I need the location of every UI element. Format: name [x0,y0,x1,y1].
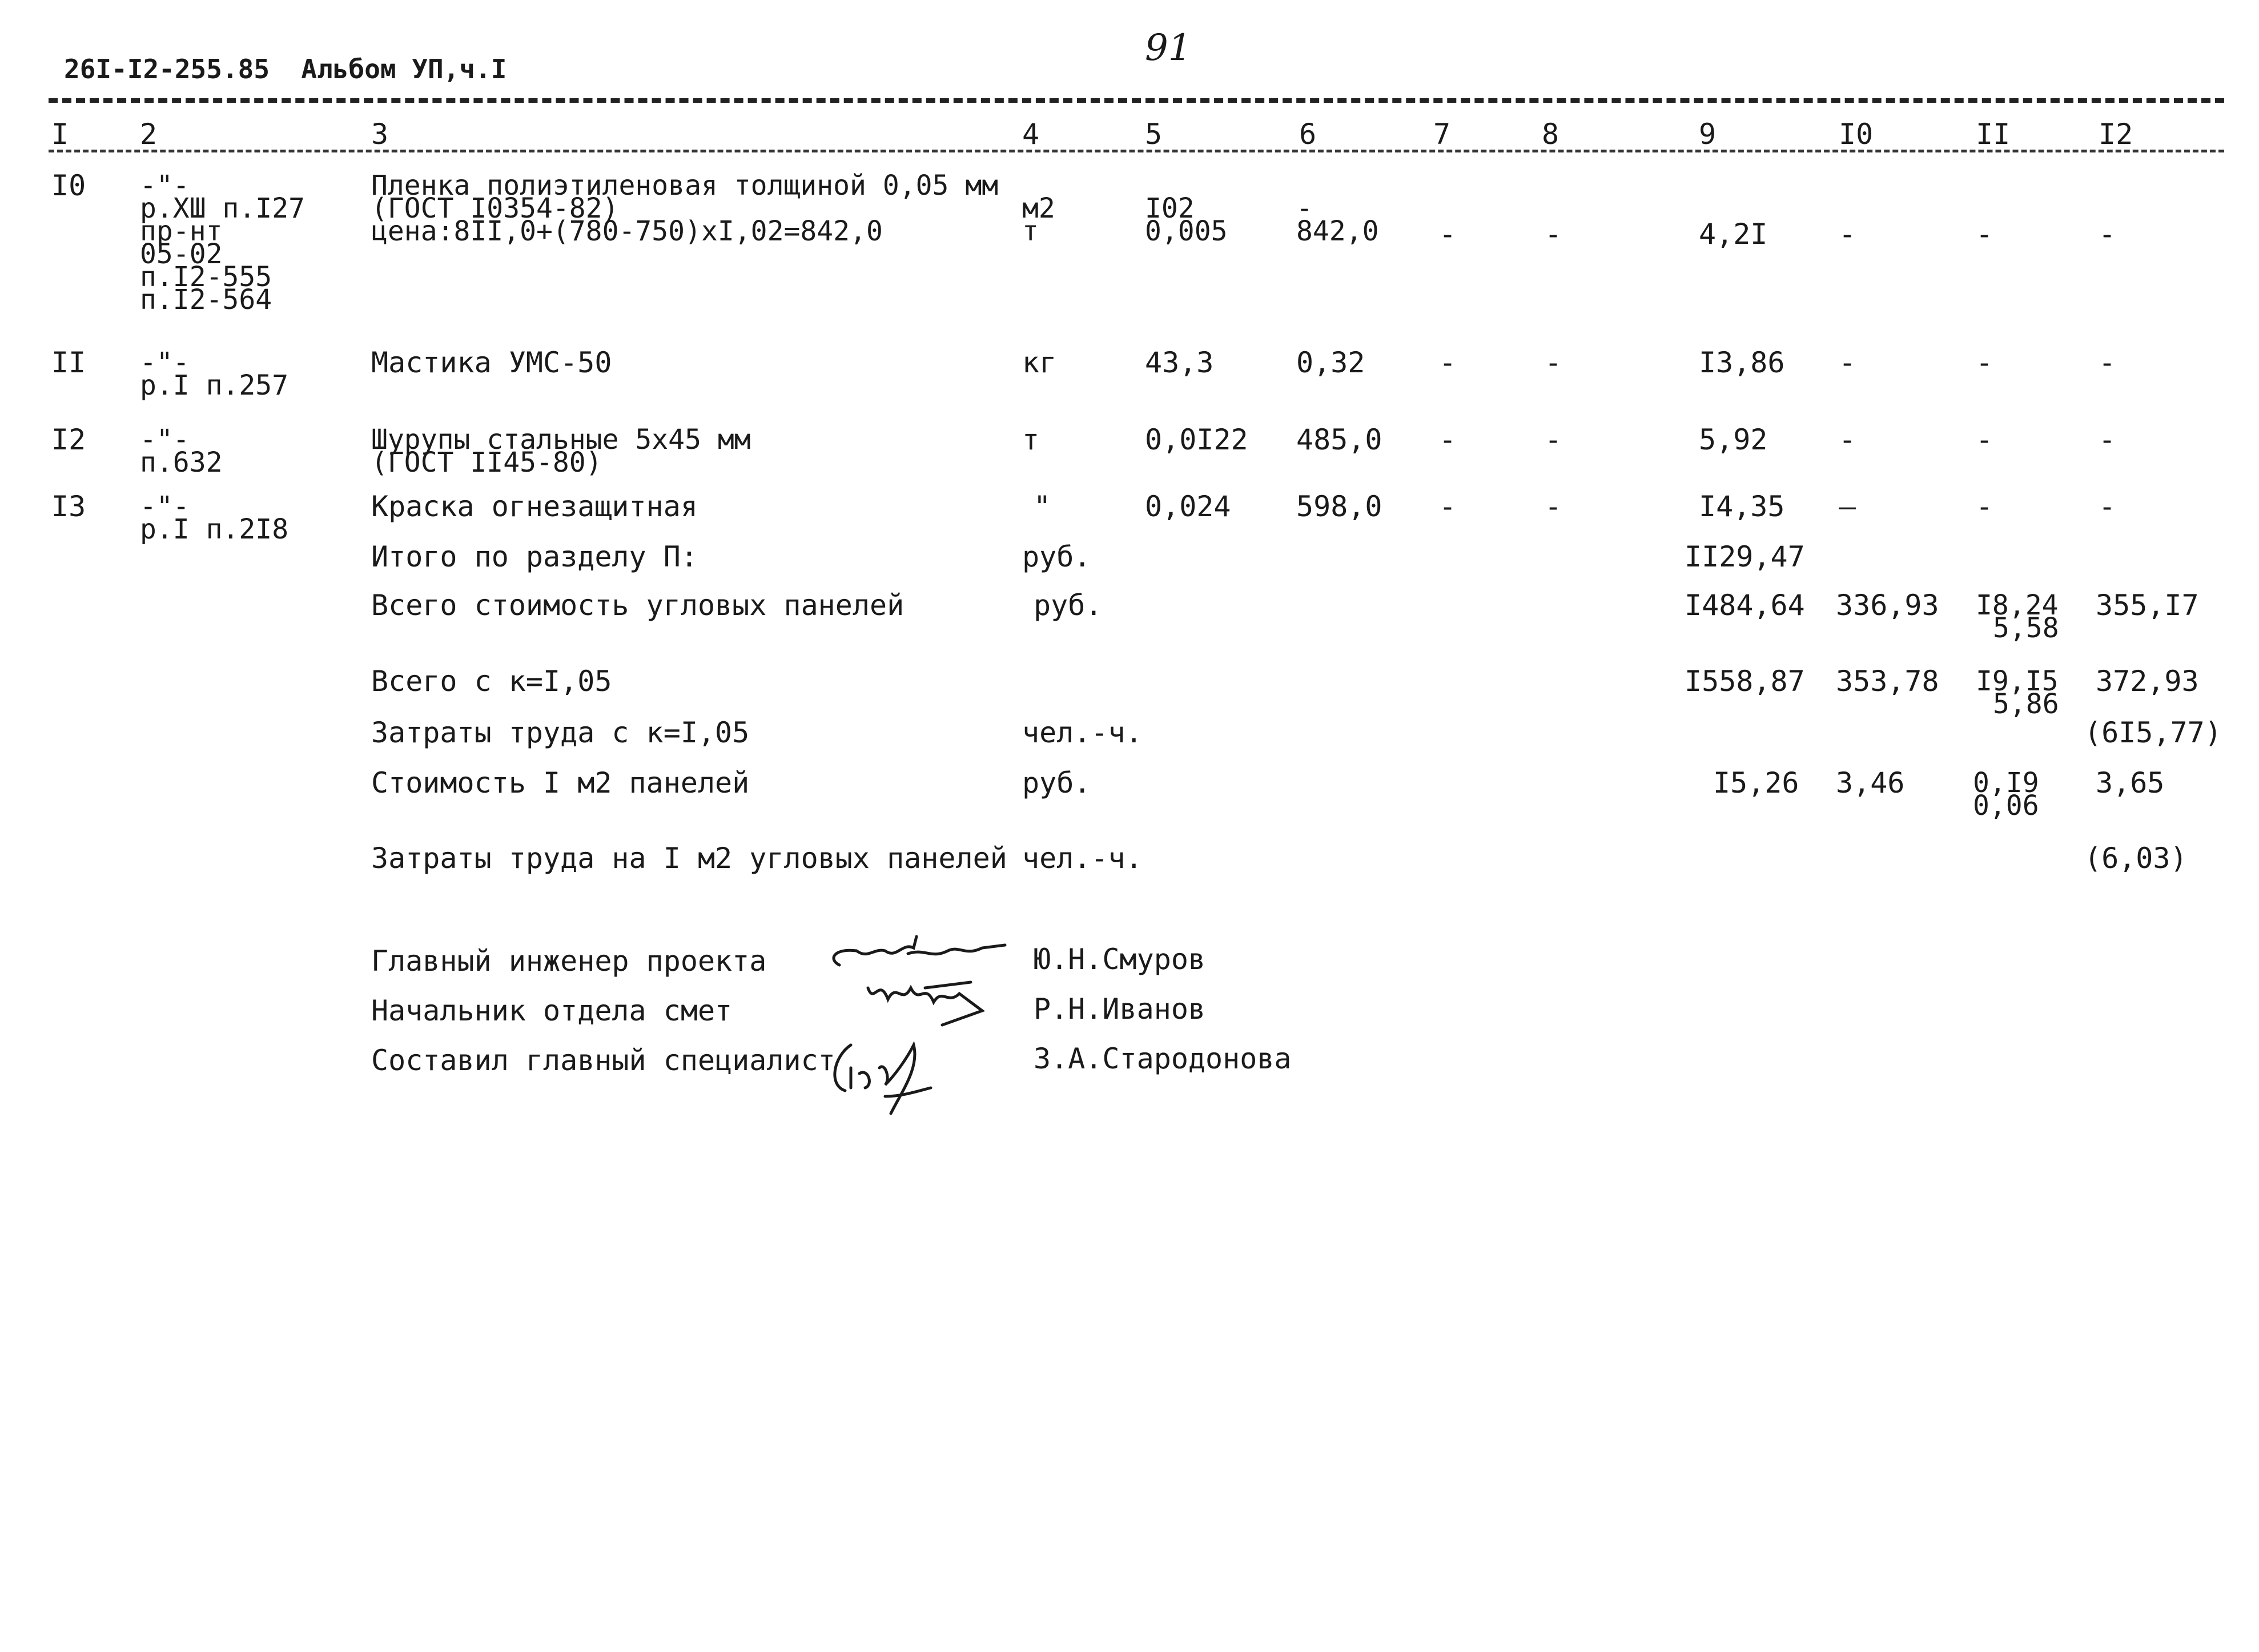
summary-col11: 0,I9 0,06 [1973,767,2039,822]
column-header: I [51,118,69,151]
summary-label: Стоимость I м2 панелей [371,766,750,799]
row-price: - 842,0 [1296,192,1379,247]
row-number: I2 [51,423,86,456]
summary-unit: руб. [1022,540,1091,573]
signature-name: Р.Н.Иванов [1034,992,1206,1026]
summary-col12: 3,65 [2096,766,2165,799]
signature-role: Начальник отдела смет [371,994,733,1027]
row-unit: кг [1022,346,1057,379]
top-rule [49,98,2224,103]
cell-col7: - [1439,423,1457,456]
summary-label: Итого по разделу П: [371,540,698,573]
cell-col10: - [1839,346,1856,379]
row-quantity: 0,024 [1145,490,1231,523]
summary-unit: руб. [1022,766,1091,799]
cell-col9: 4,2I [1699,218,1768,251]
cell-col10: - [1839,423,1856,456]
row-reference: -"- р.XШ п.I27 пр-нт 05-02 п.I2-555 п.I2-564 [140,170,305,316]
column-header: I0 [1839,118,1874,151]
row-reference: -"- р.I п.2I8 [140,491,289,545]
signature-name: Ю.Н.Смуров [1034,943,1206,976]
cell-col11: - [1976,423,1993,456]
document-reference: 26I-I2-255.85 Альбом УП,ч.I [64,54,507,85]
column-header: II [1976,118,2011,151]
summary-col9: I558,87 [1685,665,1805,698]
row-number: I3 [51,490,86,523]
summary-col11: I9,I5 5,86 [1976,665,2059,720]
cell-col9: I4,35 [1699,490,1785,523]
summary-label: Всего с к=I,05 [371,665,612,698]
page-number: 91 [1145,27,1192,69]
row-reference: -"- р.I п.257 [140,347,289,401]
row-description: Мастика УМС-50 [371,346,612,379]
summary-label: Затраты труда с к=I,05 [371,716,750,749]
cell-col8: - [1545,346,1562,379]
summary-label: Всего стоимость угловых панелей [371,589,905,622]
summary-col11: I8,24 5,58 [1976,589,2059,644]
signature-name: З.А.Стародонова [1034,1042,1292,1075]
cell-col12: - [2099,346,2116,379]
cell-col9: I3,86 [1699,346,1785,379]
column-header: 8 [1542,118,1559,151]
row-unit: " [1034,490,1051,523]
column-header: 5 [1145,118,1163,151]
summary-unit: чел.-ч. [1022,842,1143,875]
header-rule [49,150,2224,152]
row-description: Шурупы стальные 5х45 мм (ГОСТ II45-80) [371,424,751,479]
cell-col11: - [1976,346,1993,379]
summary-unit: чел.-ч. [1022,716,1143,749]
cell-col10: - [1839,218,1856,251]
row-number: II [51,346,86,379]
column-header: 9 [1699,118,1717,151]
summary-col9: I5,26 [1713,766,1799,799]
column-header: 4 [1022,118,1040,151]
row-quantity: I02 0,005 [1145,192,1228,247]
cell-col9: 5,92 [1699,423,1768,456]
summary-col10: 336,93 [1836,589,1939,622]
summary-col9: II29,47 [1685,540,1805,573]
row-reference: -"- п.632 [140,424,223,479]
row-number: I0 [51,169,86,202]
cell-col11: - [1976,490,1993,523]
cell-col7: - [1439,490,1457,523]
cell-col12: - [2099,490,2116,523]
row-description: Пленка полиэтиленовая толщиной 0,05 мм (ГОСТ I0354-82) цена:8II,0+(780-750)хI,02=842,0 [371,170,999,247]
summary-col9: I484,64 [1685,589,1805,622]
signature-role: Составил главный специалист [371,1044,835,1077]
row-description: Краска огнезащитная [371,490,698,523]
column-header: 7 [1433,118,1451,151]
row-unit: т [1022,423,1040,456]
cell-col8: - [1545,218,1562,251]
summary-col12: (6I5,77) [2084,716,2222,749]
column-header: I2 [2099,118,2133,151]
row-quantity: 0,0I22 [1145,423,1248,456]
row-price: 0,32 [1296,346,1365,379]
cell-col8: - [1545,490,1562,523]
cell-col11: - [1976,218,1993,251]
summary-col10: 353,78 [1836,665,1939,698]
cell-col12: - [2099,218,2116,251]
column-header: 6 [1299,118,1317,151]
cell-col7: - [1439,346,1457,379]
summary-label: Затраты труда на I м2 угловых панелей [371,842,1007,875]
row-quantity: 43,3 [1145,346,1214,379]
summary-col12: 372,93 [2096,665,2199,698]
cell-col7: - [1439,218,1457,251]
cell-col12: - [2099,423,2116,456]
row-price: 485,0 [1296,423,1382,456]
summary-col12: 355,I7 [2096,589,2199,622]
cell-col8: - [1545,423,1562,456]
row-unit: м2 т [1022,192,1055,247]
signature-role: Главный инженер проекта [371,944,767,978]
handwritten-signature-3 [817,1034,965,1125]
column-header: 2 [140,118,158,151]
summary-unit: руб. [1034,589,1103,622]
row-price: 598,0 [1296,490,1382,523]
summary-col12: (6,03) [2084,842,2188,875]
column-header: 3 [371,118,389,151]
handwritten-signature-2 [857,971,999,1034]
cell-col10: — [1839,490,1856,523]
summary-col10: 3,46 [1836,766,1905,799]
